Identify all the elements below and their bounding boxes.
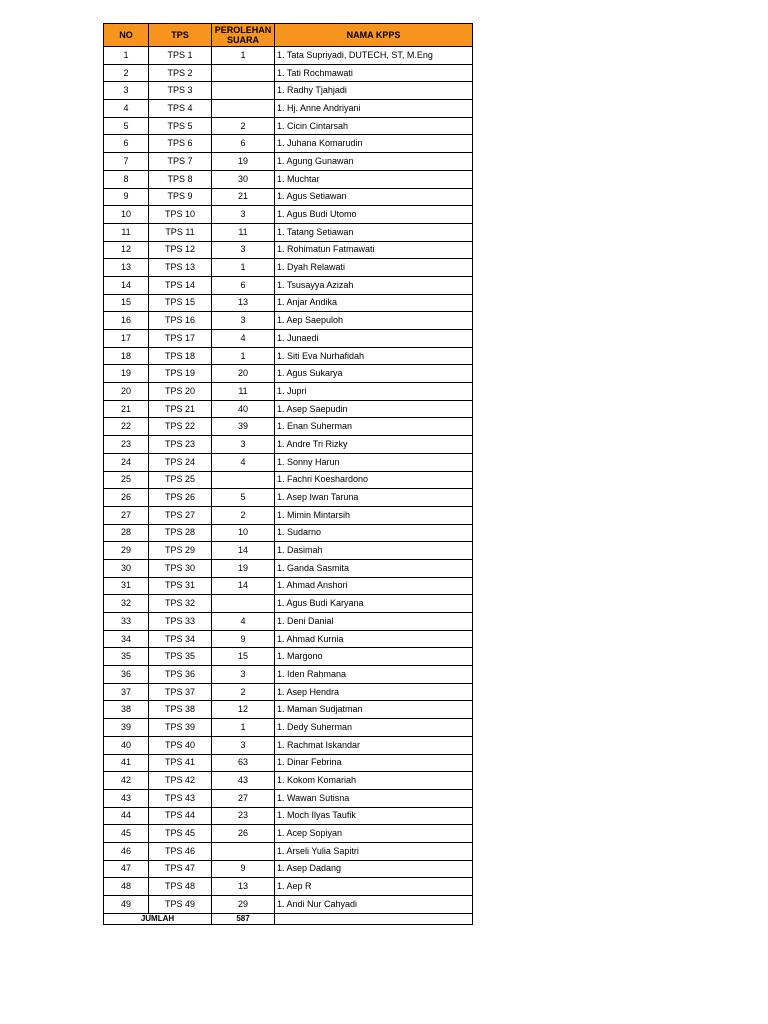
row-tps: TPS 37 — [149, 683, 212, 701]
row-votes: 6 — [212, 276, 275, 294]
row-tps: TPS 7 — [149, 153, 212, 171]
row-kpps: 1. Rohimatun Fatmawati — [275, 241, 473, 259]
row-no: 18 — [104, 347, 149, 365]
table-row — [104, 312, 473, 330]
row-kpps: 1. Siti Eva Nurhafidah — [275, 347, 473, 365]
row-votes: 43 — [212, 772, 275, 790]
row-votes: 2 — [212, 506, 275, 524]
row-tps: TPS 41 — [149, 754, 212, 772]
row-kpps: 1. Kokom Komariah — [275, 772, 473, 790]
row-kpps: 1. Aep R — [275, 878, 473, 896]
table-row — [104, 294, 473, 312]
row-kpps: 1. Dedy Suherman — [275, 719, 473, 737]
row-kpps: 1. Wawan Sutisna — [275, 789, 473, 807]
header-no: NO — [104, 24, 149, 47]
table-row — [104, 595, 473, 613]
row-votes — [212, 100, 275, 118]
row-votes: 13 — [212, 878, 275, 896]
row-votes: 13 — [212, 294, 275, 312]
row-kpps: 1. Mimin Mintarsih — [275, 506, 473, 524]
row-kpps: 1. Moch Ilyas Taufik — [275, 807, 473, 825]
row-no: 10 — [104, 206, 149, 224]
row-kpps: 1. Tati Rochmawati — [275, 64, 473, 82]
row-votes: 12 — [212, 701, 275, 719]
row-tps: TPS 27 — [149, 506, 212, 524]
row-no: 24 — [104, 453, 149, 471]
row-no: 49 — [104, 896, 149, 914]
row-no: 27 — [104, 506, 149, 524]
row-kpps: 1. Agung Gunawan — [275, 153, 473, 171]
row-tps: TPS 13 — [149, 259, 212, 277]
row-votes: 9 — [212, 630, 275, 648]
table-row — [104, 772, 473, 790]
row-tps: TPS 3 — [149, 82, 212, 100]
table-row — [104, 100, 473, 118]
row-kpps: 1. Andi Nur Cahyadi — [275, 896, 473, 914]
row-votes: 2 — [212, 117, 275, 135]
table-row — [104, 330, 473, 348]
row-votes — [212, 82, 275, 100]
row-tps: TPS 31 — [149, 577, 212, 595]
table-row — [104, 878, 473, 896]
row-votes: 11 — [212, 223, 275, 241]
row-no: 17 — [104, 330, 149, 348]
table-row — [104, 577, 473, 595]
header-tps: TPS — [149, 24, 212, 47]
table-row — [104, 506, 473, 524]
table-row — [104, 860, 473, 878]
row-kpps: 1. Agus Sukarya — [275, 365, 473, 383]
table-row — [104, 259, 473, 277]
table-row — [104, 82, 473, 100]
row-tps: TPS 22 — [149, 418, 212, 436]
row-votes: 4 — [212, 330, 275, 348]
row-kpps: 1. Sudarno — [275, 524, 473, 542]
table-header — [104, 24, 473, 47]
row-kpps: 1. Ganda Sasmita — [275, 559, 473, 577]
table-row — [104, 117, 473, 135]
row-votes: 1 — [212, 259, 275, 277]
row-no: 45 — [104, 825, 149, 843]
row-no: 41 — [104, 754, 149, 772]
table-row — [104, 135, 473, 153]
row-votes — [212, 471, 275, 489]
row-tps: TPS 46 — [149, 842, 212, 860]
row-kpps: 1. Asep Saepudin — [275, 400, 473, 418]
row-kpps: 1. Fachri Koeshardono — [275, 471, 473, 489]
row-votes: 15 — [212, 648, 275, 666]
table-row — [104, 276, 473, 294]
row-no: 20 — [104, 383, 149, 401]
row-votes — [212, 595, 275, 613]
row-votes: 14 — [212, 577, 275, 595]
row-kpps: 1. Dinar Febrina — [275, 754, 473, 772]
row-tps: TPS 39 — [149, 719, 212, 737]
table-row — [104, 666, 473, 684]
row-votes: 3 — [212, 666, 275, 684]
row-no: 44 — [104, 807, 149, 825]
row-votes: 5 — [212, 489, 275, 507]
row-kpps: 1. Tatang Setiawan — [275, 223, 473, 241]
row-votes: 19 — [212, 559, 275, 577]
table-row — [104, 347, 473, 365]
row-no: 7 — [104, 153, 149, 171]
row-votes: 63 — [212, 754, 275, 772]
row-no: 9 — [104, 188, 149, 206]
row-votes: 3 — [212, 736, 275, 754]
table-row — [104, 524, 473, 542]
row-no: 4 — [104, 100, 149, 118]
row-no: 5 — [104, 117, 149, 135]
row-no: 2 — [104, 64, 149, 82]
row-tps: TPS 1 — [149, 47, 212, 65]
header-votes: PEROLEHAN SUARA — [212, 24, 275, 47]
row-kpps: 1. Cicin Cintarsah — [275, 117, 473, 135]
table-row — [104, 896, 473, 914]
row-tps: TPS 14 — [149, 276, 212, 294]
row-votes: 2 — [212, 683, 275, 701]
row-tps: TPS 20 — [149, 383, 212, 401]
row-tps: TPS 6 — [149, 135, 212, 153]
row-tps: TPS 23 — [149, 436, 212, 454]
row-kpps: 1. Agus Setiawan — [275, 188, 473, 206]
row-no: 12 — [104, 241, 149, 259]
row-votes: 3 — [212, 436, 275, 454]
row-no: 13 — [104, 259, 149, 277]
row-tps: TPS 9 — [149, 188, 212, 206]
row-no: 35 — [104, 648, 149, 666]
row-votes: 1 — [212, 47, 275, 65]
row-no: 48 — [104, 878, 149, 896]
row-no: 39 — [104, 719, 149, 737]
row-votes: 6 — [212, 135, 275, 153]
row-kpps: 1. Arseli Yulia Sapitri — [275, 842, 473, 860]
table-row — [104, 736, 473, 754]
row-no: 25 — [104, 471, 149, 489]
row-no: 16 — [104, 312, 149, 330]
row-tps: TPS 2 — [149, 64, 212, 82]
table-row — [104, 719, 473, 737]
row-tps: TPS 45 — [149, 825, 212, 843]
row-no: 32 — [104, 595, 149, 613]
row-tps: TPS 24 — [149, 453, 212, 471]
row-kpps: 1. Dasimah — [275, 542, 473, 560]
row-votes: 3 — [212, 206, 275, 224]
row-kpps: 1. Asep Hendra — [275, 683, 473, 701]
table-row — [104, 807, 473, 825]
row-no: 46 — [104, 842, 149, 860]
row-kpps: 1. Margono — [275, 648, 473, 666]
row-tps: TPS 30 — [149, 559, 212, 577]
row-no: 28 — [104, 524, 149, 542]
total-value: 587 — [212, 913, 275, 924]
row-tps: TPS 21 — [149, 400, 212, 418]
row-tps: TPS 33 — [149, 613, 212, 631]
table-body — [104, 47, 473, 914]
row-tps: TPS 40 — [149, 736, 212, 754]
table-row — [104, 436, 473, 454]
row-votes: 40 — [212, 400, 275, 418]
row-votes: 3 — [212, 312, 275, 330]
table-row — [104, 223, 473, 241]
table-row — [104, 489, 473, 507]
row-no: 43 — [104, 789, 149, 807]
row-tps: TPS 36 — [149, 666, 212, 684]
row-tps: TPS 48 — [149, 878, 212, 896]
row-votes: 19 — [212, 153, 275, 171]
row-votes — [212, 842, 275, 860]
table-row — [104, 842, 473, 860]
row-no: 29 — [104, 542, 149, 560]
table-row — [104, 47, 473, 65]
row-tps: TPS 32 — [149, 595, 212, 613]
table-row — [104, 789, 473, 807]
row-no: 22 — [104, 418, 149, 436]
row-no: 15 — [104, 294, 149, 312]
table-row — [104, 701, 473, 719]
row-tps: TPS 42 — [149, 772, 212, 790]
row-kpps: 1. Ahmad Kurnia — [275, 630, 473, 648]
table-row — [104, 559, 473, 577]
row-kpps: 1. Iden Rahmana — [275, 666, 473, 684]
row-kpps: 1. Asep Iwan Taruna — [275, 489, 473, 507]
row-tps: TPS 17 — [149, 330, 212, 348]
row-tps: TPS 8 — [149, 170, 212, 188]
row-no: 21 — [104, 400, 149, 418]
row-kpps: 1. Acep Sopiyan — [275, 825, 473, 843]
row-kpps: 1. Jupri — [275, 383, 473, 401]
header-row — [104, 24, 473, 47]
row-no: 23 — [104, 436, 149, 454]
row-kpps: 1. Radhy Tjahjadi — [275, 82, 473, 100]
row-tps: TPS 34 — [149, 630, 212, 648]
row-kpps: 1. Tsusayya Azizah — [275, 276, 473, 294]
table-row — [104, 206, 473, 224]
row-votes: 9 — [212, 860, 275, 878]
table-row — [104, 453, 473, 471]
row-no: 33 — [104, 613, 149, 631]
row-no: 11 — [104, 223, 149, 241]
row-tps: TPS 47 — [149, 860, 212, 878]
row-tps: TPS 43 — [149, 789, 212, 807]
table-row — [104, 188, 473, 206]
row-kpps: 1. Maman Sudjatman — [275, 701, 473, 719]
row-tps: TPS 4 — [149, 100, 212, 118]
table-row — [104, 365, 473, 383]
row-kpps: 1. Muchtar — [275, 170, 473, 188]
row-votes: 3 — [212, 241, 275, 259]
row-tps: TPS 16 — [149, 312, 212, 330]
row-no: 19 — [104, 365, 149, 383]
row-tps: TPS 26 — [149, 489, 212, 507]
row-votes: 23 — [212, 807, 275, 825]
row-no: 42 — [104, 772, 149, 790]
row-kpps: 1. Ahmad Anshori — [275, 577, 473, 595]
row-votes: 10 — [212, 524, 275, 542]
table-row — [104, 683, 473, 701]
row-votes: 1 — [212, 719, 275, 737]
table-row — [104, 241, 473, 259]
row-kpps: 1. Deni Danial — [275, 613, 473, 631]
table-footer — [104, 913, 473, 924]
row-kpps: 1. Junaedi — [275, 330, 473, 348]
row-tps: TPS 28 — [149, 524, 212, 542]
row-tps: TPS 11 — [149, 223, 212, 241]
row-tps: TPS 25 — [149, 471, 212, 489]
row-votes: 4 — [212, 613, 275, 631]
row-tps: TPS 38 — [149, 701, 212, 719]
row-no: 34 — [104, 630, 149, 648]
row-no: 8 — [104, 170, 149, 188]
row-kpps: 1. Asep Dadang — [275, 860, 473, 878]
table-row — [104, 64, 473, 82]
row-kpps: 1. Andre Tri Rizky — [275, 436, 473, 454]
row-no: 1 — [104, 47, 149, 65]
vote-table — [103, 23, 473, 925]
row-kpps: 1. Agus Budi Utomo — [275, 206, 473, 224]
row-no: 14 — [104, 276, 149, 294]
table-row — [104, 418, 473, 436]
row-kpps: 1. Agus Budi Karyana — [275, 595, 473, 613]
row-no: 26 — [104, 489, 149, 507]
row-no: 30 — [104, 559, 149, 577]
row-votes: 14 — [212, 542, 275, 560]
table-row — [104, 754, 473, 772]
table-row — [104, 471, 473, 489]
row-votes: 21 — [212, 188, 275, 206]
row-votes: 29 — [212, 896, 275, 914]
table-row — [104, 542, 473, 560]
row-tps: TPS 10 — [149, 206, 212, 224]
row-votes: 4 — [212, 453, 275, 471]
row-kpps: 1. Juhana Komarudin — [275, 135, 473, 153]
row-tps: TPS 15 — [149, 294, 212, 312]
table-row — [104, 648, 473, 666]
row-tps: TPS 18 — [149, 347, 212, 365]
row-kpps: 1. Rachmat Iskandar — [275, 736, 473, 754]
row-votes: 30 — [212, 170, 275, 188]
row-kpps: 1. Sonny Harun — [275, 453, 473, 471]
table-row — [104, 825, 473, 843]
row-kpps: 1. Dyah Relawati — [275, 259, 473, 277]
row-votes: 26 — [212, 825, 275, 843]
row-kpps: 1. Anjar Andika — [275, 294, 473, 312]
row-tps: TPS 29 — [149, 542, 212, 560]
table-row — [104, 400, 473, 418]
row-kpps: 1. Hj. Anne Andriyani — [275, 100, 473, 118]
row-no: 36 — [104, 666, 149, 684]
row-votes: 1 — [212, 347, 275, 365]
table-row — [104, 613, 473, 631]
table-row — [104, 170, 473, 188]
row-no: 37 — [104, 683, 149, 701]
total-empty — [275, 913, 473, 924]
row-votes: 39 — [212, 418, 275, 436]
row-no: 47 — [104, 860, 149, 878]
row-tps: TPS 19 — [149, 365, 212, 383]
row-no: 40 — [104, 736, 149, 754]
row-kpps: 1. Enan Suherman — [275, 418, 473, 436]
row-votes — [212, 64, 275, 82]
row-tps: TPS 44 — [149, 807, 212, 825]
total-row — [104, 913, 473, 924]
table-row — [104, 383, 473, 401]
row-no: 31 — [104, 577, 149, 595]
total-label: JUMLAH — [104, 913, 212, 924]
row-votes: 27 — [212, 789, 275, 807]
row-tps: TPS 12 — [149, 241, 212, 259]
row-tps: TPS 5 — [149, 117, 212, 135]
row-kpps: 1. Aep Saepuloh — [275, 312, 473, 330]
header-kpps: NAMA KPPS — [275, 24, 473, 47]
row-no: 6 — [104, 135, 149, 153]
row-tps: TPS 49 — [149, 896, 212, 914]
table-row — [104, 153, 473, 171]
row-no: 38 — [104, 701, 149, 719]
row-tps: TPS 35 — [149, 648, 212, 666]
row-kpps: 1. Tata Supriyadi, DUTECH, ST, M.Eng — [275, 47, 473, 65]
table-row — [104, 630, 473, 648]
row-votes: 11 — [212, 383, 275, 401]
row-no: 3 — [104, 82, 149, 100]
row-votes: 20 — [212, 365, 275, 383]
